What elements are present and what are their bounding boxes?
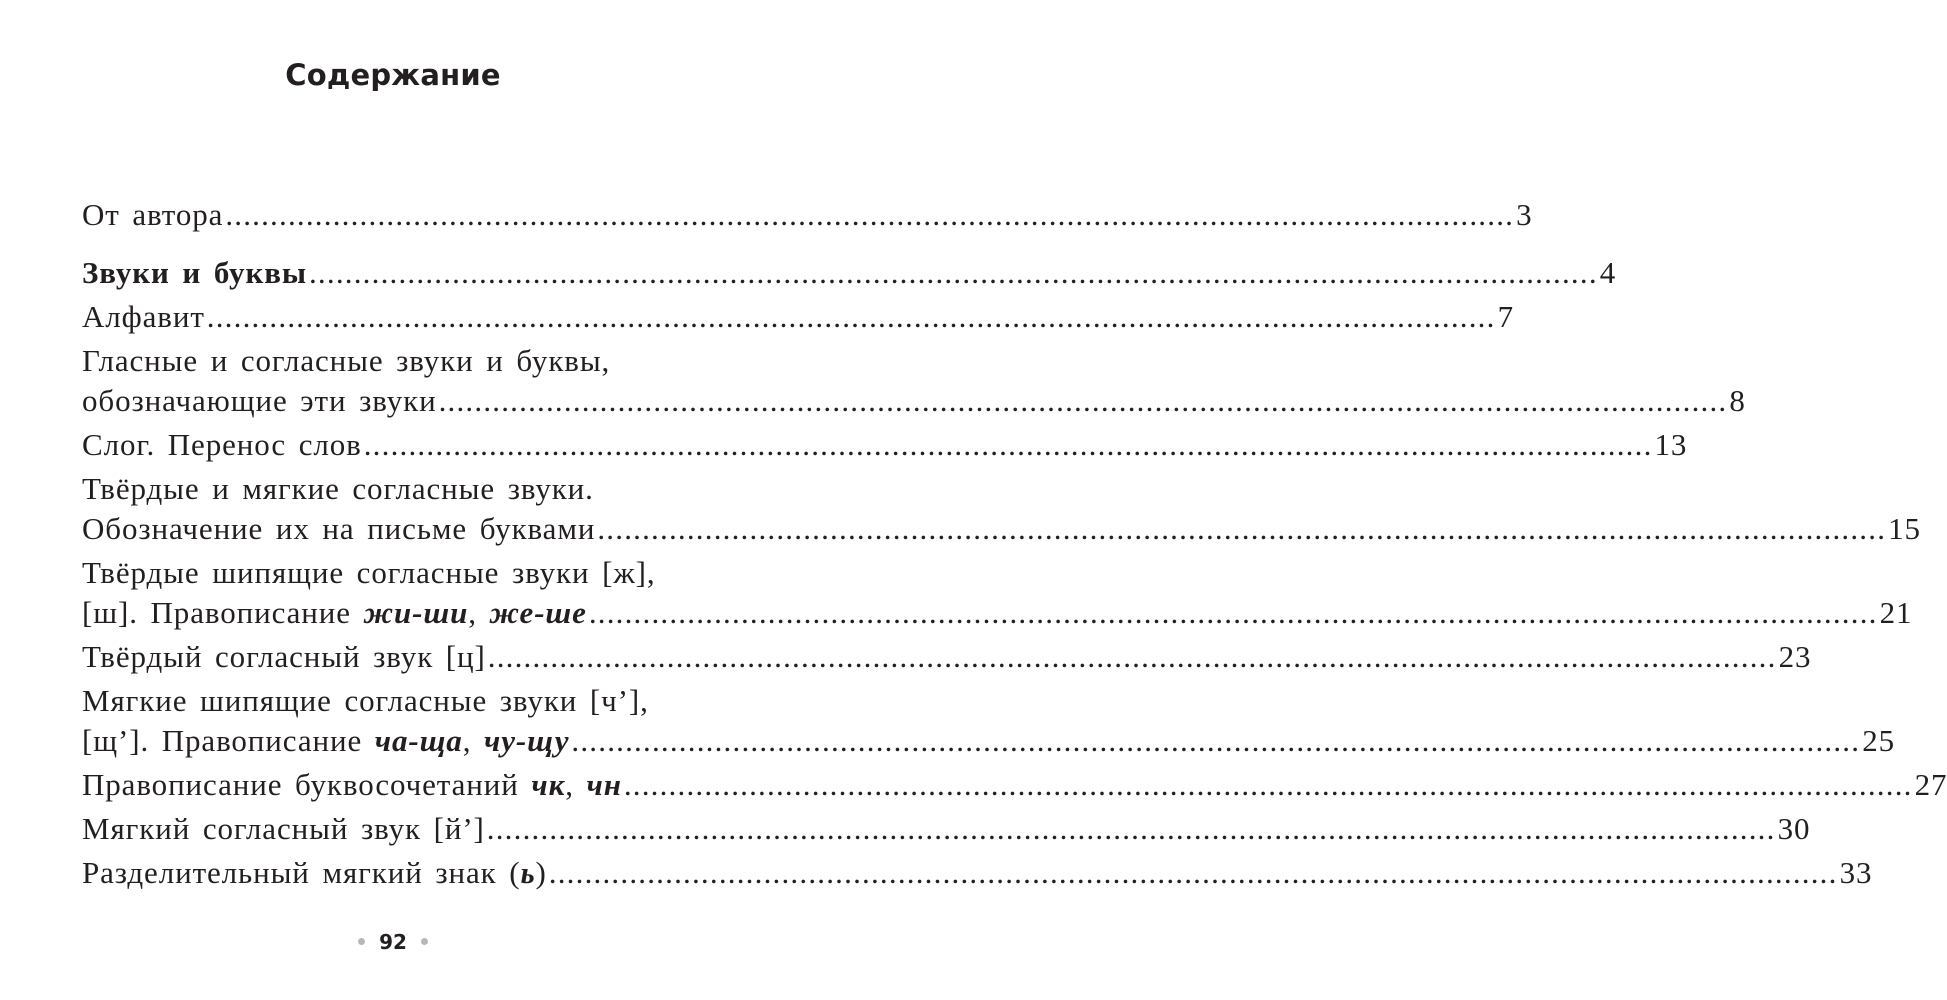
emphasis-text: ча-ща xyxy=(374,723,463,758)
toc-entry xyxy=(82,809,1811,849)
toc-entry xyxy=(82,341,1746,421)
toc-page-number: 15 xyxy=(1888,511,1921,546)
toc-entry-title: От автора xyxy=(82,197,224,232)
toc-page-number: 13 xyxy=(1654,427,1688,462)
dot-leader: ................................................................................................................................................ xyxy=(438,383,1728,418)
toc-page-number: 4 xyxy=(1599,255,1617,290)
toc-entry-title xyxy=(82,853,547,893)
emphasis-text: чу-щу xyxy=(484,723,570,758)
bullet-icon xyxy=(421,938,428,945)
toc-entry xyxy=(82,425,1688,465)
toc-page-number: 7 xyxy=(1497,299,1514,334)
dot-leader: ................................................................................................................................................ xyxy=(548,855,1838,890)
toc-section-title: Звуки и буквы xyxy=(82,255,307,290)
separator-text: , xyxy=(462,723,485,758)
dot-leader: ................................................................................................................................................ xyxy=(308,255,1598,290)
title-text: Правописание буквосочетаний xyxy=(82,767,532,802)
toc-page-number: 33 xyxy=(1839,855,1873,890)
toc-entry xyxy=(82,681,1896,761)
toc-entry xyxy=(82,765,1947,805)
toc-entry-title-line: Гласные и согласные звуки и буквы, xyxy=(82,343,611,378)
table-of-contents xyxy=(82,195,1947,897)
toc-entry-title: Слог. Перенос слов xyxy=(82,427,362,462)
toc-entry-title: Твёрдый согласный звук [ц] xyxy=(82,639,486,674)
toc-entry-title: Мягкий согласный звук [й’] xyxy=(82,811,485,846)
toc-entry-title: обозначающие эти звуки xyxy=(82,383,437,418)
dot-leader: ................................................................................................................................................ xyxy=(486,811,1776,846)
toc-entry xyxy=(82,853,1873,893)
dot-leader: ................................................................................................................................................ xyxy=(597,511,1887,546)
toc-page-number: 30 xyxy=(1777,811,1811,846)
toc-entry-title xyxy=(82,593,587,633)
toc-page-number: 3 xyxy=(1516,197,1533,232)
emphasis-text: жи-ши xyxy=(363,595,469,630)
toc-entry xyxy=(82,637,1812,677)
emphasis-text: ь xyxy=(520,855,536,890)
toc-entry xyxy=(82,297,1514,337)
page-number: 92 xyxy=(379,930,407,954)
toc-entry-title xyxy=(82,765,622,805)
toc-page-number: 25 xyxy=(1862,723,1896,758)
separator-text: , xyxy=(468,595,490,630)
toc-entry-title xyxy=(82,721,569,761)
toc-page-number: 21 xyxy=(1879,595,1913,630)
toc-entry-title-line: Твёрдые шипящие согласные звуки [ж], xyxy=(82,555,656,590)
emphasis-text: же-ше xyxy=(489,595,587,630)
bullet-icon xyxy=(358,938,365,945)
title-text: Разделительный мягкий знак ( xyxy=(82,855,521,890)
toc-page-number: 27 xyxy=(1914,767,1947,802)
toc-entry xyxy=(82,469,1921,549)
dot-leader: ................................................................................................................................................ xyxy=(363,427,1653,462)
toc-page-number: 23 xyxy=(1778,639,1812,674)
toc-entry xyxy=(82,253,1617,293)
toc-page-number: 8 xyxy=(1729,383,1746,418)
dot-leader: ................................................................................................................................................ xyxy=(206,299,1496,334)
emphasis-text: чн xyxy=(586,767,622,802)
toc-entry-title: Обозначение их на письме буквами xyxy=(82,511,596,546)
title-text-end: ) xyxy=(535,855,547,890)
dot-leader: ................................................................................................................................................ xyxy=(487,639,1777,674)
dot-leader: ................................................................................................................................................ xyxy=(588,595,1878,630)
title-text: [щ’]. Правописание xyxy=(82,723,375,758)
toc-entry-title: Алфавит xyxy=(82,299,205,334)
dot-leader: ................................................................................................................................................ xyxy=(225,197,1515,232)
dot-leader: ................................................................................................................................................ xyxy=(623,767,1913,802)
separator-text: , xyxy=(565,767,587,802)
toc-entry xyxy=(82,195,1533,235)
title-text: [ш]. Правописание xyxy=(82,595,364,630)
toc-entry xyxy=(82,553,1913,633)
dot-leader: ................................................................................................................................................ xyxy=(571,723,1861,758)
page-title: Содержание xyxy=(285,58,501,92)
toc-entry-title-line: Мягкие шипящие согласные звуки [ч’], xyxy=(82,683,649,718)
toc-entry-title-line: Твёрдые и мягкие согласные звуки. xyxy=(82,471,594,506)
emphasis-text: чк xyxy=(531,767,566,802)
page-folio xyxy=(0,930,786,954)
